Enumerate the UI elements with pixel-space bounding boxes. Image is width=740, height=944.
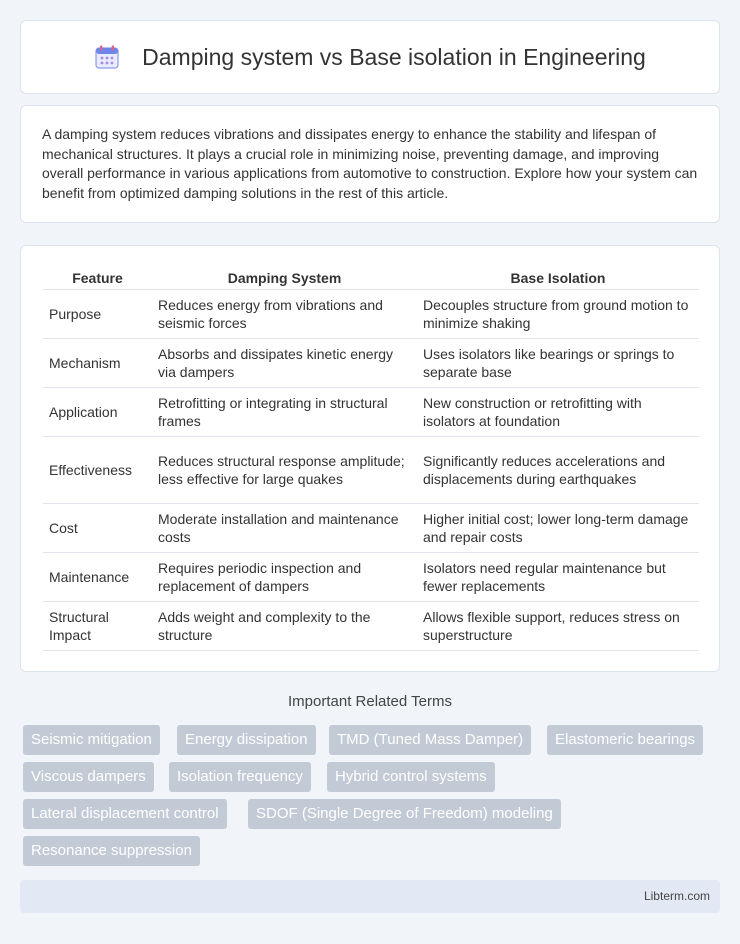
- footer: [20, 880, 720, 913]
- table-cell: Decouples structure from ground motion to minimize shaking: [417, 290, 699, 339]
- related-term-tag[interactable]: Energy dissipation: [177, 725, 316, 755]
- table-cell: Retrofitting or integrating in structural frames: [152, 388, 417, 437]
- table-cell: New construction or retrofitting with isolators at foundation: [417, 388, 699, 437]
- table-cell: Requires periodic inspection and replacement of dampers: [152, 553, 417, 602]
- related-term-tag[interactable]: SDOF (Single Degree of Freedom) modeling: [248, 799, 561, 829]
- comparison-table: [43, 266, 699, 651]
- table-header-cell: Feature: [43, 266, 152, 290]
- table-row: [43, 339, 699, 388]
- table-cell: Reduces structural response amplitude; less effective for large quakes: [152, 437, 417, 504]
- table-row: [43, 290, 699, 339]
- related-term-tag[interactable]: Seismic mitigation: [23, 725, 160, 755]
- table-cell: Allows flexible support, reduces stress on superstructure: [417, 602, 699, 651]
- table-row: [43, 437, 699, 504]
- table-cell: Mechanism: [43, 339, 152, 388]
- related-term-tag[interactable]: Hybrid control systems: [327, 762, 495, 792]
- table-cell: Cost: [43, 504, 152, 553]
- intro-text: A damping system reduces vibrations and dissipates energy to enhance the stability and lifespan of mechanical structures. It plays a crucial role in minimizing noise, preventing damage, and improving overall performance in various applications from automotive to construction. Explore how your system can benefit from optimized damping solutions in the rest of this article.: [42, 126, 698, 201]
- table-cell: Application: [43, 388, 152, 437]
- table-cell: Moderate installation and maintenance costs: [152, 504, 417, 553]
- table-cell: Purpose: [43, 290, 152, 339]
- calendar-icon: [94, 44, 120, 70]
- table-cell: Significantly reduces accelerations and displacements during earthquakes: [417, 437, 699, 504]
- related-term-tag[interactable]: TMD (Tuned Mass Damper): [329, 725, 531, 755]
- table-cell: Higher initial cost; lower long-term damage and repair costs: [417, 504, 699, 553]
- footer-site-link[interactable]: Libterm.com: [643, 889, 710, 903]
- table-cell: Structural Impact: [43, 602, 152, 651]
- comparison-table-card: [20, 245, 720, 672]
- table-cell: Effectiveness: [43, 437, 152, 504]
- table-cell: Maintenance: [43, 553, 152, 602]
- table-row: [43, 602, 699, 651]
- table-row: [43, 553, 699, 602]
- table-cell: Isolators need regular maintenance but fewer replacements: [417, 553, 699, 602]
- related-term-tag[interactable]: Viscous dampers: [23, 762, 154, 792]
- page-title: Damping system vs Base isolation in Engineering: [142, 43, 646, 70]
- related-term-tag[interactable]: Resonance suppression: [23, 836, 200, 866]
- intro-card: [20, 105, 720, 223]
- table-header-cell: Damping System: [152, 266, 417, 290]
- related-term-tag[interactable]: Elastomeric bearings: [547, 725, 703, 755]
- table-header-cell: Base Isolation: [417, 266, 699, 290]
- table-cell: Reduces energy from vibrations and seismic forces: [152, 290, 417, 339]
- table-row: [43, 504, 699, 553]
- related-terms-title: Important Related Terms: [288, 693, 452, 710]
- table-row: [43, 388, 699, 437]
- related-term-tag[interactable]: Isolation frequency: [169, 762, 311, 792]
- table-header-row: [43, 266, 699, 290]
- header-card: [20, 20, 720, 94]
- table-cell: Absorbs and dissipates kinetic energy via dampers: [152, 339, 417, 388]
- table-cell: Uses isolators like bearings or springs to separate base: [417, 339, 699, 388]
- related-term-tag[interactable]: Lateral displacement control: [23, 799, 227, 829]
- table-cell: Adds weight and complexity to the structure: [152, 602, 417, 651]
